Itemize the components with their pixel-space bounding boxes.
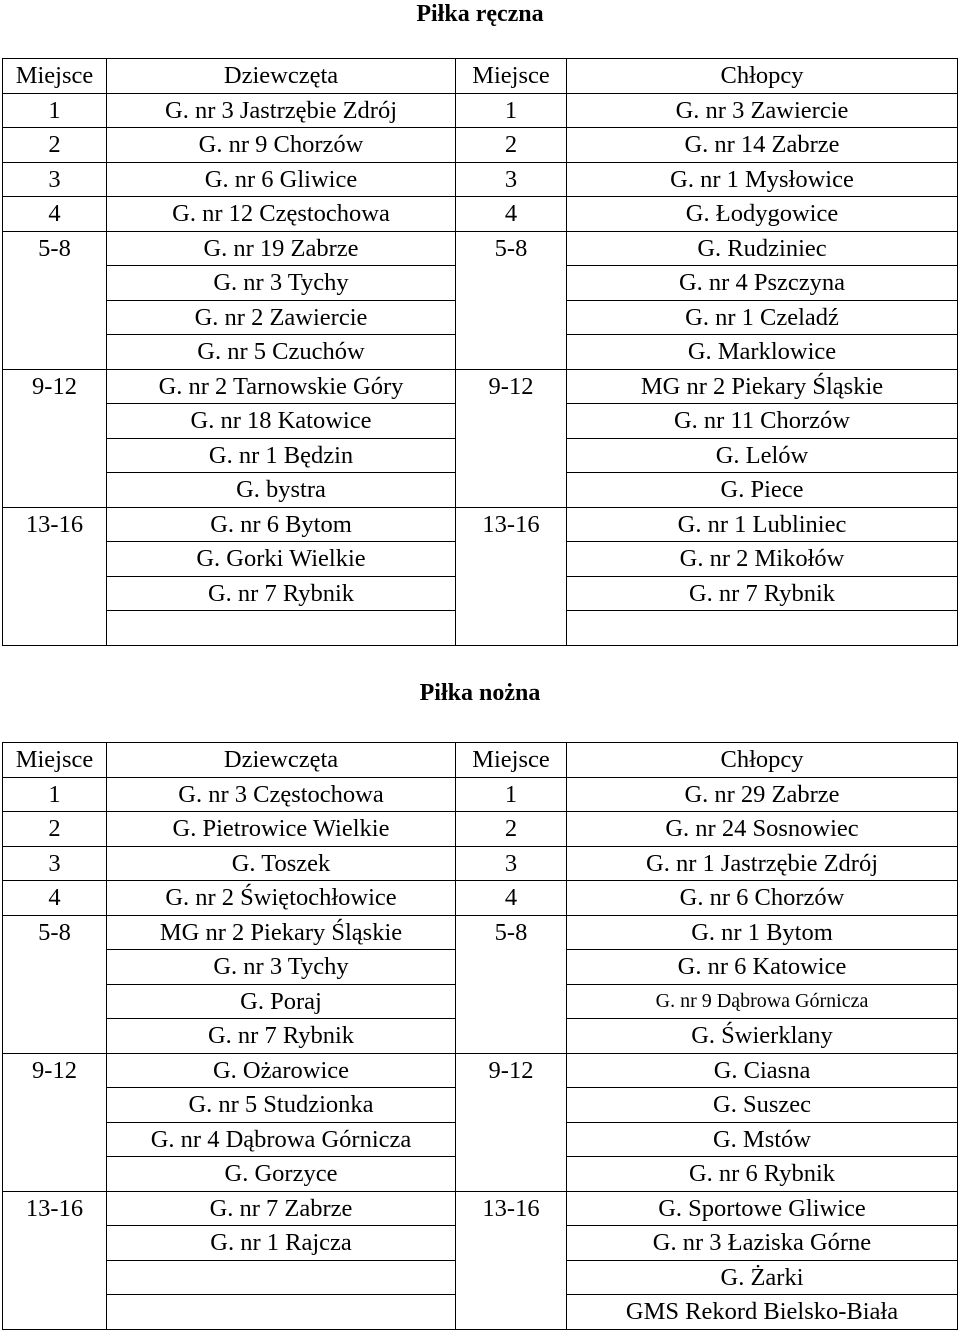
section-title-handball: Piłka ręczna xyxy=(416,1,544,27)
table-row xyxy=(3,300,958,335)
header-row xyxy=(3,743,958,778)
cell-place-boys xyxy=(456,1088,567,1123)
cell-place-boys xyxy=(456,300,567,335)
cell-team-boys: G. Ciasna xyxy=(567,1053,958,1088)
cell-team-boys: G. nr 1 Mysłowice xyxy=(567,162,958,197)
column-header-place-girls: Miejsce xyxy=(3,59,107,94)
table-row xyxy=(3,507,958,542)
cell-team-girls: G. nr 6 Bytom xyxy=(107,507,456,542)
cell-place-girls xyxy=(3,1295,107,1330)
cell-place-boys xyxy=(456,1157,567,1192)
cell-team-boys: G. Świerklany xyxy=(567,1019,958,1054)
table-row xyxy=(3,984,958,1019)
table-row xyxy=(3,266,958,301)
cell-place-girls xyxy=(3,266,107,301)
cell-place-girls: 13-16 xyxy=(3,507,107,542)
cell-team-boys: G. nr 1 Czeladź xyxy=(567,300,958,335)
cell-place-girls: 4 xyxy=(3,881,107,916)
cell-place-boys: 3 xyxy=(456,162,567,197)
column-header-team-girls: Dziewczęta xyxy=(107,743,456,778)
cell-team-girls: G. Ożarowice xyxy=(107,1053,456,1088)
table-row xyxy=(3,197,958,232)
cell-team-boys: G. nr 4 Pszczyna xyxy=(567,266,958,301)
column-header-team-girls: Dziewczęta xyxy=(107,59,456,94)
cell-place-girls xyxy=(3,950,107,985)
cell-team-girls: G. nr 6 Gliwice xyxy=(107,162,456,197)
cell-team-boys xyxy=(567,611,958,646)
cell-team-girls: G. Poraj xyxy=(107,984,456,1019)
cell-team-boys: G. nr 6 Chorzów xyxy=(567,881,958,916)
cell-place-girls xyxy=(3,300,107,335)
cell-team-girls: G. bystra xyxy=(107,473,456,508)
cell-place-boys: 3 xyxy=(456,846,567,881)
cell-place-boys xyxy=(456,542,567,577)
table-row xyxy=(3,473,958,508)
table-row xyxy=(3,542,958,577)
cell-team-boys: G. Lelów xyxy=(567,438,958,473)
cell-place-girls xyxy=(3,1088,107,1123)
cell-place-boys: 5-8 xyxy=(456,231,567,266)
cell-place-girls: 4 xyxy=(3,197,107,232)
cell-team-boys: G. Mstów xyxy=(567,1122,958,1157)
cell-team-girls: G. nr 7 Rybnik xyxy=(107,1019,456,1054)
column-header-place-boys: Miejsce xyxy=(456,59,567,94)
cell-team-girls: G. Gorki Wielkie xyxy=(107,542,456,577)
cell-team-girls: G. nr 2 Zawiercie xyxy=(107,300,456,335)
cell-place-girls xyxy=(3,1157,107,1192)
table-row xyxy=(3,128,958,163)
cell-team-girls: G. nr 2 Tarnowskie Góry xyxy=(107,369,456,404)
table-row xyxy=(3,369,958,404)
cell-team-girls: MG nr 2 Piekary Śląskie xyxy=(107,915,456,950)
cell-place-boys: 13-16 xyxy=(456,507,567,542)
cell-place-girls: 13-16 xyxy=(3,1191,107,1226)
cell-place-boys: 2 xyxy=(456,812,567,847)
cell-team-boys: G. Łodygowice xyxy=(567,197,958,232)
cell-place-girls: 3 xyxy=(3,846,107,881)
cell-place-boys xyxy=(456,1226,567,1261)
cell-place-girls: 9-12 xyxy=(3,369,107,404)
cell-place-girls: 5-8 xyxy=(3,231,107,266)
cell-place-boys: 4 xyxy=(456,881,567,916)
cell-team-boys: G. nr 3 Zawiercie xyxy=(567,93,958,128)
cell-place-girls: 2 xyxy=(3,128,107,163)
table-row xyxy=(3,846,958,881)
cell-place-girls xyxy=(3,438,107,473)
cell-place-girls: 3 xyxy=(3,162,107,197)
cell-team-boys: G. nr 2 Mikołów xyxy=(567,542,958,577)
table-row xyxy=(3,1157,958,1192)
cell-place-boys: 9-12 xyxy=(456,369,567,404)
cell-team-girls: G. nr 4 Dąbrowa Górnicza xyxy=(107,1122,456,1157)
cell-team-boys: G. Rudziniec xyxy=(567,231,958,266)
cell-place-girls xyxy=(3,1226,107,1261)
cell-team-boys: G. Żarki xyxy=(567,1260,958,1295)
table-row xyxy=(3,576,958,611)
table-row xyxy=(3,438,958,473)
cell-team-girls xyxy=(107,1295,456,1330)
cell-place-girls xyxy=(3,404,107,439)
cell-team-girls: G. nr 7 Zabrze xyxy=(107,1191,456,1226)
cell-team-girls: G. Toszek xyxy=(107,846,456,881)
cell-place-boys xyxy=(456,576,567,611)
cell-place-boys xyxy=(456,611,567,646)
cell-team-girls: G. Pietrowice Wielkie xyxy=(107,812,456,847)
cell-team-girls: G. nr 3 Jastrzębie Zdrój xyxy=(107,93,456,128)
table-row xyxy=(3,1226,958,1261)
cell-team-boys: G. nr 1 Lubliniec xyxy=(567,507,958,542)
table-row xyxy=(3,881,958,916)
cell-team-girls: G. nr 19 Zabrze xyxy=(107,231,456,266)
cell-team-girls: G. nr 3 Tychy xyxy=(107,950,456,985)
cell-team-boys: G. nr 24 Sosnowiec xyxy=(567,812,958,847)
cell-team-boys: G. Piece xyxy=(567,473,958,508)
cell-team-girls: G. nr 2 Świętochłowice xyxy=(107,881,456,916)
cell-team-girls: G. nr 7 Rybnik xyxy=(107,576,456,611)
cell-team-girls: G. nr 3 Tychy xyxy=(107,266,456,301)
cell-team-girls: G. nr 1 Będzin xyxy=(107,438,456,473)
football-results-table xyxy=(2,742,958,1330)
cell-place-boys: 1 xyxy=(456,93,567,128)
cell-team-boys: MG nr 2 Piekary Śląskie xyxy=(567,369,958,404)
table-row xyxy=(3,231,958,266)
cell-team-boys: G. Sportowe Gliwice xyxy=(567,1191,958,1226)
cell-team-boys: GMS Rekord Bielsko-Biała xyxy=(567,1295,958,1330)
cell-place-boys xyxy=(456,473,567,508)
section-title-football: Piłka nożna xyxy=(419,680,541,706)
cell-place-girls xyxy=(3,1260,107,1295)
cell-team-boys: G. nr 9 Dąbrowa Górnicza xyxy=(567,984,958,1019)
table-row xyxy=(3,1191,958,1226)
cell-team-boys: G. nr 7 Rybnik xyxy=(567,576,958,611)
cell-place-boys: 2 xyxy=(456,128,567,163)
table-row xyxy=(3,93,958,128)
cell-place-girls xyxy=(3,1122,107,1157)
cell-place-boys: 4 xyxy=(456,197,567,232)
table-row xyxy=(3,1295,958,1330)
table-row xyxy=(3,1260,958,1295)
cell-team-girls: G. nr 9 Chorzów xyxy=(107,128,456,163)
header-row xyxy=(3,59,958,94)
cell-team-boys: G. nr 14 Zabrze xyxy=(567,128,958,163)
cell-team-girls: G. nr 5 Czuchów xyxy=(107,335,456,370)
table-row xyxy=(3,1019,958,1054)
cell-team-boys: G. nr 1 Jastrzębie Zdrój xyxy=(567,846,958,881)
cell-team-girls: G. Gorzyce xyxy=(107,1157,456,1192)
cell-place-girls xyxy=(3,576,107,611)
cell-place-girls xyxy=(3,473,107,508)
cell-place-girls xyxy=(3,1019,107,1054)
table-row xyxy=(3,1053,958,1088)
cell-place-girls: 1 xyxy=(3,93,107,128)
cell-place-boys xyxy=(456,266,567,301)
column-header-place-girls: Miejsce xyxy=(3,743,107,778)
cell-place-boys xyxy=(456,1260,567,1295)
table-row xyxy=(3,404,958,439)
cell-place-girls xyxy=(3,984,107,1019)
cell-team-boys: G. Suszec xyxy=(567,1088,958,1123)
cell-place-boys: 5-8 xyxy=(456,915,567,950)
cell-place-boys xyxy=(456,1122,567,1157)
column-header-team-boys: Chłopcy xyxy=(567,59,958,94)
cell-team-girls xyxy=(107,611,456,646)
cell-team-girls: G. nr 3 Częstochowa xyxy=(107,777,456,812)
cell-team-boys: G. nr 6 Rybnik xyxy=(567,1157,958,1192)
cell-place-girls xyxy=(3,542,107,577)
cell-team-boys: G. Marklowice xyxy=(567,335,958,370)
cell-place-boys: 13-16 xyxy=(456,1191,567,1226)
cell-place-boys xyxy=(456,404,567,439)
cell-place-boys: 9-12 xyxy=(456,1053,567,1088)
cell-place-boys xyxy=(456,1019,567,1054)
column-header-team-boys: Chłopcy xyxy=(567,743,958,778)
table-row xyxy=(3,1122,958,1157)
cell-team-boys: G. nr 6 Katowice xyxy=(567,950,958,985)
handball-results-table xyxy=(2,58,958,646)
cell-place-girls: 2 xyxy=(3,812,107,847)
cell-team-girls: G. nr 12 Częstochowa xyxy=(107,197,456,232)
cell-place-boys: 1 xyxy=(456,777,567,812)
cell-place-girls: 1 xyxy=(3,777,107,812)
table-row xyxy=(3,915,958,950)
cell-place-boys xyxy=(456,438,567,473)
cell-place-girls xyxy=(3,335,107,370)
cell-place-boys xyxy=(456,984,567,1019)
cell-team-girls: G. nr 18 Katowice xyxy=(107,404,456,439)
table-row xyxy=(3,950,958,985)
cell-place-girls: 9-12 xyxy=(3,1053,107,1088)
cell-place-girls xyxy=(3,611,107,646)
table-row xyxy=(3,812,958,847)
cell-team-boys: G. nr 3 Łaziska Górne xyxy=(567,1226,958,1261)
cell-team-boys: G. nr 1 Bytom xyxy=(567,915,958,950)
column-header-place-boys: Miejsce xyxy=(456,743,567,778)
table-row xyxy=(3,335,958,370)
cell-team-boys: G. nr 29 Zabrze xyxy=(567,777,958,812)
table-row xyxy=(3,777,958,812)
cell-team-girls: G. nr 5 Studzionka xyxy=(107,1088,456,1123)
table-row xyxy=(3,162,958,197)
cell-place-girls: 5-8 xyxy=(3,915,107,950)
table-row xyxy=(3,611,958,646)
cell-place-boys xyxy=(456,1295,567,1330)
cell-team-girls: G. nr 1 Rajcza xyxy=(107,1226,456,1261)
cell-team-girls xyxy=(107,1260,456,1295)
table-row xyxy=(3,1088,958,1123)
cell-place-boys xyxy=(456,950,567,985)
cell-team-boys: G. nr 11 Chorzów xyxy=(567,404,958,439)
cell-place-boys xyxy=(456,335,567,370)
